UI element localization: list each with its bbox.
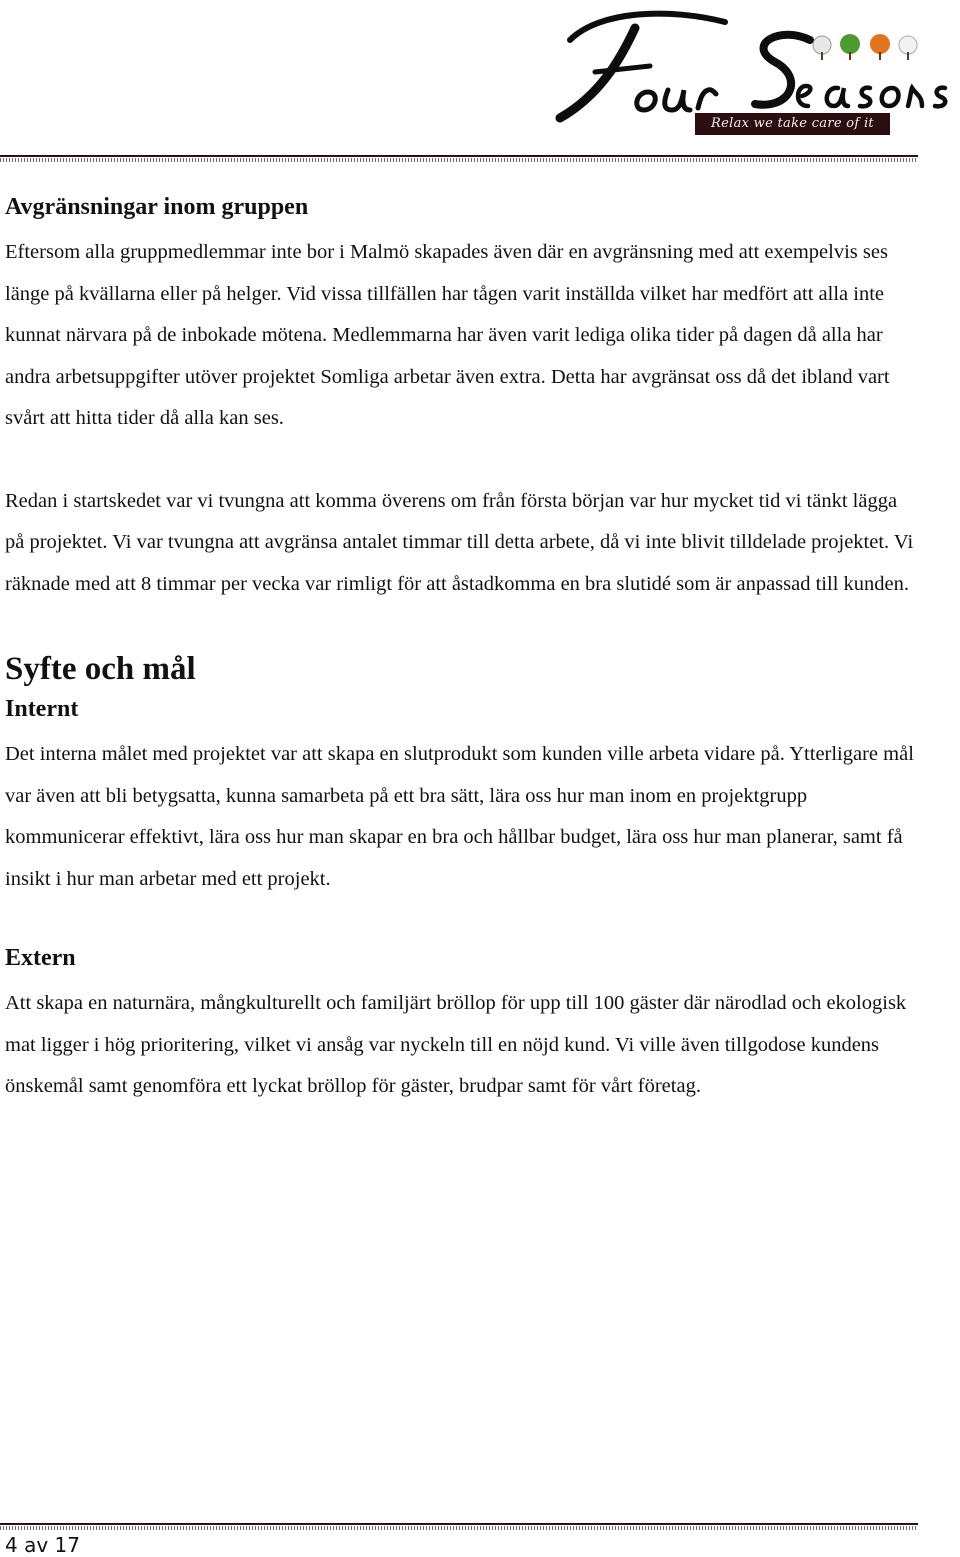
document-body (5, 190, 915, 1108)
section-spacer (5, 605, 915, 646)
season-trees-icon (813, 34, 917, 60)
paragraph-spacer (5, 440, 915, 481)
external-paragraph: Att skapa en naturnära, mångkulturellt och familjärt bröllop för upp till 100 gäster där närodlad och ekologisk mat ligger i hög prioritering, vilket vi ansåg var nyckeln till en nöjd kund. Vi ville även tillgodose kundens önskemål samt genomföra ett lyckat bröllop för gäster, brudpar samt för vårt företag. (5, 992, 907, 1097)
footer-rule-hatch (0, 1526, 918, 1530)
page-number: 4 av 17 (5, 1533, 80, 1557)
internal-paragraph: Det interna målet med projektet var att skapa en slutprodukt som kunden ville arbeta vidare på. Ytterligare mål var även att bli betygsatta, kunna samarbeta på ett bra sätt, lära oss hur man inom en projektgrupp kommunicerar effektivt, lära oss hur man skapar en bra och hållbar budget, lära oss hur man planerar, samt få insikt i hur man arbetar med ett projekt. (5, 743, 914, 890)
limits-heading: Avgränsningar inom gruppen (5, 194, 309, 220)
logo-tagline: Relax we take care of it (695, 113, 890, 135)
header-rule-hatch (0, 158, 918, 162)
header-rule (0, 155, 918, 157)
external-heading: Extern (5, 945, 76, 971)
section-spacer (5, 900, 915, 941)
internal-heading: Internt (5, 696, 79, 722)
goals-heading: Syfte och mål (5, 651, 196, 687)
footer-rule (0, 1523, 918, 1525)
limits-paragraph-2: Redan i startskedet var vi tvungna att komma överens om från första början var hur mycket tid vi tänkt lägga på projektet. Vi var tvungna att avgränsa antalet timmar till detta arbete, då vi inte blivit tilldelade projektet. Vi räknade med att 8 timmar per vecka var rimligt för att åstadkomma en bra slutidé som är anpassad till kunden. (5, 489, 914, 595)
limits-paragraph-1: Eftersom alla gruppmedlemmar inte bor i Malmö skapades även där en avgränsning med att exempelvis ses länge på kvällarna eller på helger. Vid vissa tillfällen har tågen varit inställda vilket har medfört att alla inte kunnat närvara på de inbokade mötena. Medlemmarna har även varit lediga olika tider på dagen då alla har andra arbetsuppgifter utöver projektet Somliga arbetar även extra. Detta har avgränsat oss då det ibland vart svårt att hitta tider då alla kan ses. (5, 241, 890, 429)
